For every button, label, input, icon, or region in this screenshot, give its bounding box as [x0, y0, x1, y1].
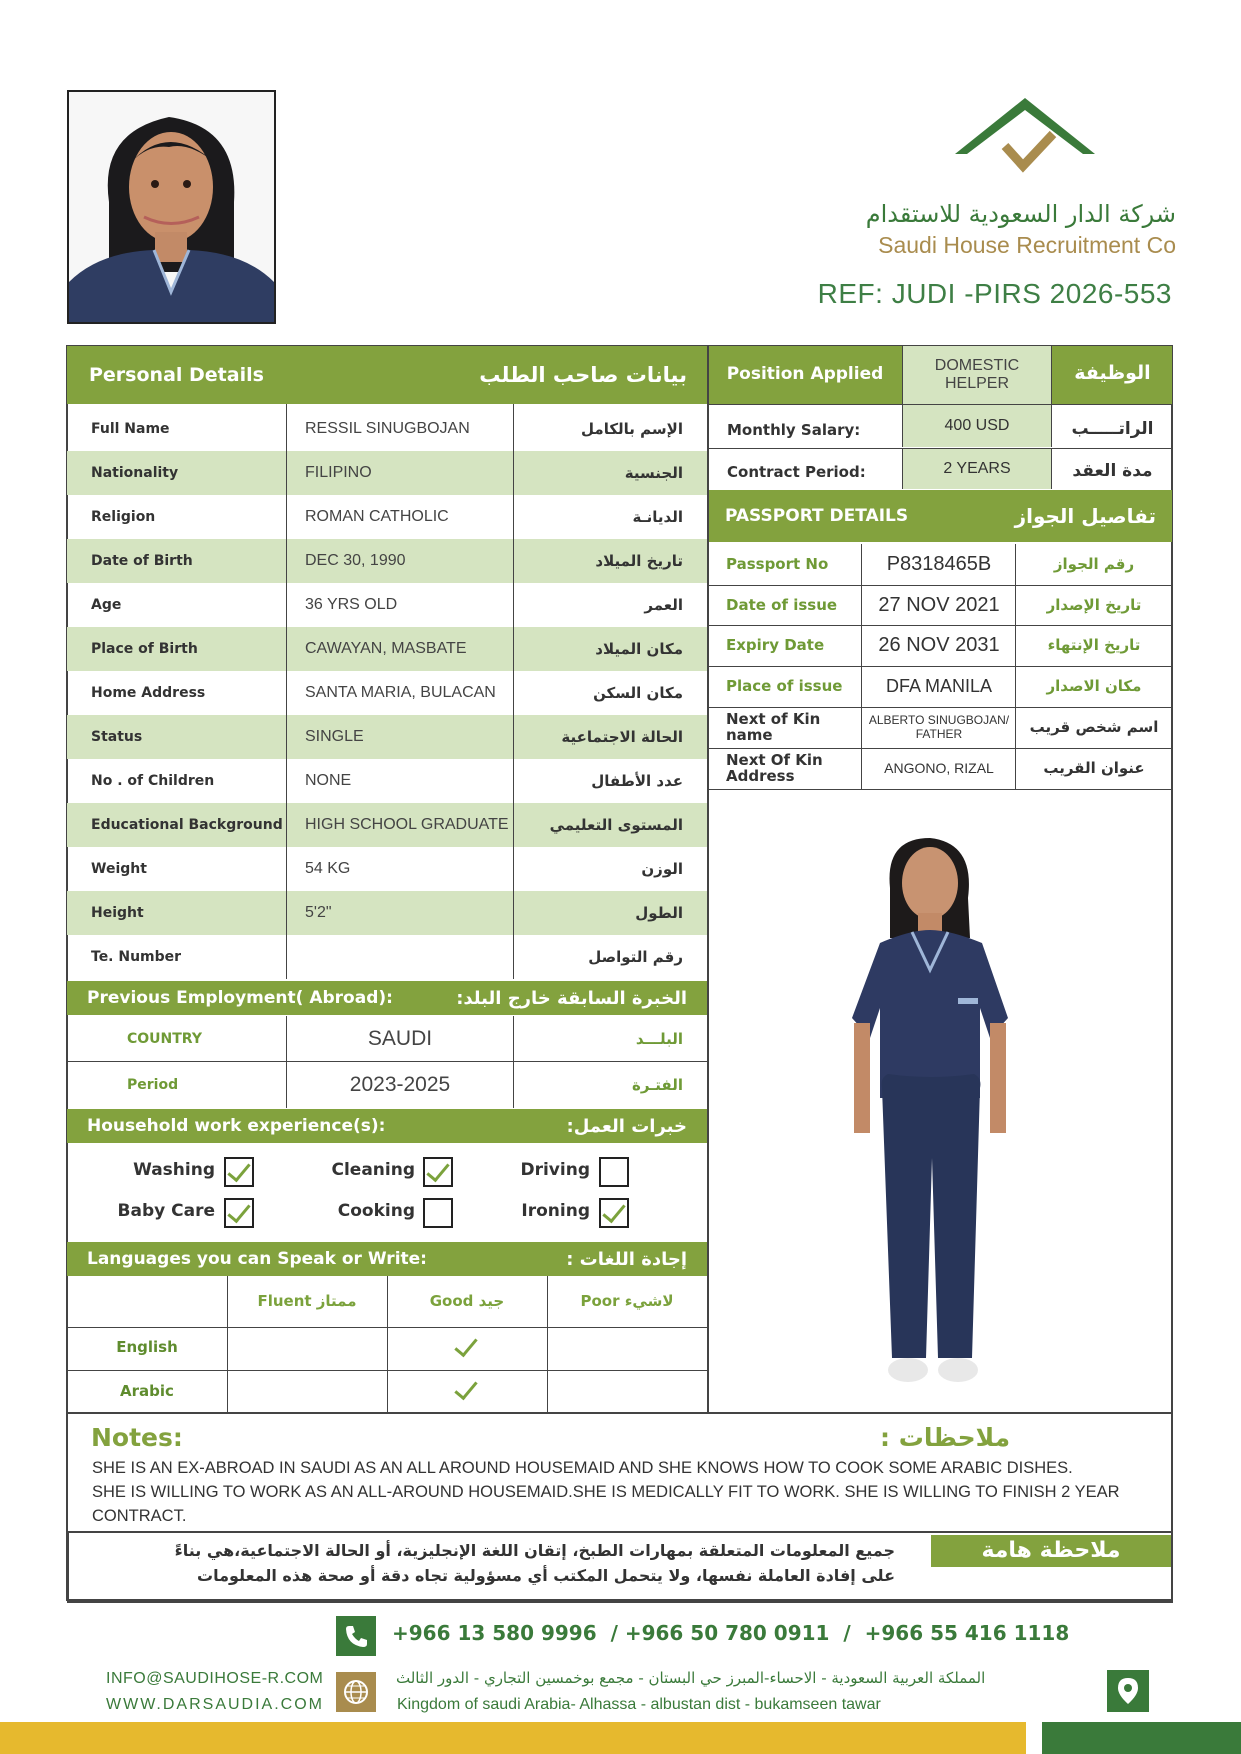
label: COUNTRY: [127, 1031, 202, 1047]
check-icon: [602, 1199, 625, 1224]
language-english: English: [116, 1338, 178, 1356]
label: Nationality: [91, 465, 179, 481]
value: NONE: [305, 772, 352, 789]
divider: [861, 544, 862, 790]
notes-title: Notes:: [91, 1423, 183, 1452]
languages-title-ar: إجادة اللغات :: [566, 1248, 687, 1270]
divider: [547, 1276, 548, 1413]
contract-label: Contract Period:: [727, 463, 866, 481]
driving-label: Driving: [520, 1160, 590, 1180]
good-header: Good جيد: [429, 1292, 505, 1310]
previous-employment-title-ar: الخبرة السابقة خارج البلد:: [456, 987, 687, 1009]
household-header: [67, 1109, 707, 1143]
label-ar: الحالة الاجتماعية: [561, 728, 683, 746]
phone-glyph: [343, 1623, 369, 1649]
label-ar: الفتـرة: [631, 1076, 683, 1094]
divider: [286, 1016, 287, 1108]
label-ar: عنوان القريب: [1043, 759, 1145, 777]
globe-icon: [336, 1672, 376, 1712]
label-ar: الجنسية: [624, 464, 683, 482]
previous-employment-header: [67, 981, 707, 1015]
row-expiry-date: [708, 625, 1172, 665]
label: No . of Children: [91, 773, 215, 789]
cooking-label: Cooking: [337, 1201, 415, 1221]
fluent-header: Fluent ممتاز: [257, 1292, 357, 1310]
divider: [1015, 544, 1016, 790]
row-education: [67, 803, 707, 847]
row-height: [67, 891, 707, 935]
email-link[interactable]: INFO@SAUDIHOSE-R.COM: [106, 1670, 324, 1687]
phone-numbers[interactable]: +966 13 580 9996 / +966 50 780 0911 / +966 55 416 1118: [392, 1621, 1070, 1645]
check-icon: [227, 1158, 250, 1183]
value: DFA MANILA: [885, 675, 993, 696]
address-arabic: المملكة العربية السعودية - الاحساء-المبرز حي البستان - مجمع بوخمسين التجاري - الدور الثالث: [396, 1669, 986, 1687]
label-ar: مكان الاصدار: [1046, 677, 1142, 695]
row-date-of-birth: [67, 539, 707, 583]
notes-line-2: SHE IS WILLING TO WORK AS AN ALL-AROUND HOUSEMAID.SHE IS MEDICALLY FIT TO WORK. SHE IS WILLING TO FINISH 2 YEAR CONTRACT.: [92, 1483, 1120, 1525]
row-kin-name: [708, 707, 1172, 747]
row-passport-no: [708, 544, 1172, 584]
value: ROMAN CATHOLIC: [305, 508, 449, 525]
label: Te. Number: [91, 949, 182, 965]
value: SANTA MARIA, BULACAN: [305, 684, 496, 701]
row-period: [67, 1063, 707, 1107]
label: Height: [91, 905, 144, 921]
portrait-illustration: [69, 92, 274, 322]
row-age: [67, 583, 707, 627]
label: Period: [127, 1077, 179, 1093]
value: 26 NOV 2031: [878, 633, 1000, 656]
salary-label: Monthly Salary:: [727, 421, 861, 439]
ironing-checkbox[interactable]: [599, 1198, 629, 1228]
address-english: Kingdom of saudi Arabia- Alhassa - albustan dist - bukamseen tawar: [397, 1696, 881, 1713]
position-label-ar: الوظيفة: [1074, 362, 1151, 384]
globe-glyph: [342, 1678, 370, 1706]
divider: [387, 1276, 388, 1413]
label: Next of Kin name: [726, 710, 821, 744]
row-place-of-issue: [708, 666, 1172, 706]
previous-employment-title: Previous Employment( Abroad):: [87, 988, 393, 1008]
value: 54 KG: [305, 860, 351, 877]
important-line-2: على إفادة العاملة نفسها، ولا يتحمل المكتب أي مسؤولية تجاه دقة أو صحة هذه المعلومات: [197, 1566, 895, 1585]
languages-header: [67, 1242, 707, 1276]
label-ar: رقم الجواز: [1053, 555, 1135, 573]
divider: [513, 1016, 514, 1108]
divider: [67, 1412, 1173, 1414]
passport-title-ar: تفاصيل الجواز: [1014, 504, 1156, 528]
footer-green-bar: [1042, 1722, 1241, 1754]
label: Educational Background: [91, 817, 283, 833]
personal-details-title: Personal Details: [89, 364, 264, 386]
position-value: DOMESTIC HELPER: [902, 346, 1052, 404]
label: Full Name: [91, 421, 170, 437]
company-name-arabic: شركة الدار السعودية للاستقدام: [865, 200, 1176, 228]
label-ar: العمر: [644, 596, 683, 614]
household-title-ar: خبرات العمل:: [566, 1115, 687, 1137]
label: Age: [91, 597, 122, 613]
cleaning-checkbox[interactable]: [423, 1157, 453, 1187]
divider: [67, 1061, 707, 1062]
cleaning-label: Cleaning: [331, 1160, 415, 1180]
row-nationality: [67, 451, 707, 495]
label-ar: مكان السكن: [593, 684, 683, 702]
check-icon: [227, 1199, 250, 1224]
value: CAWAYAN, MASBATE: [305, 640, 467, 657]
value: ANGONO, RIZAL: [884, 760, 994, 776]
divider: [286, 404, 287, 979]
phone-icon: [336, 1616, 376, 1656]
applicant-portrait-photo: [67, 90, 276, 324]
label: Weight: [91, 861, 147, 877]
company-logo-icon: [955, 96, 1095, 180]
value: 36 YRS OLD: [305, 596, 398, 613]
label: Date of Birth: [91, 553, 193, 569]
row-place-of-birth: [67, 627, 707, 671]
passport-header: [709, 490, 1172, 542]
label: Next Of Kin Address: [726, 751, 823, 785]
row-status: [67, 715, 707, 759]
row-home-address: [67, 671, 707, 715]
location-pin-glyph: [1117, 1677, 1139, 1705]
important-title: ملاحظة هامة: [931, 1535, 1171, 1567]
contract-value: 2 YEARS: [902, 449, 1052, 489]
label: Religion: [91, 509, 156, 525]
personal-details-title-ar: بيانات صاحب الطلب: [479, 363, 687, 387]
row-phone: [67, 935, 707, 979]
label: Place of Birth: [91, 641, 198, 657]
label: Passport No: [726, 555, 829, 573]
cooking-checkbox[interactable]: [423, 1198, 453, 1228]
passport-title: PASSPORT DETAILS: [725, 506, 909, 526]
row-full-name: [67, 407, 707, 451]
label-ar: تاريخ الميلاد: [595, 552, 683, 570]
label: Place of issue: [726, 677, 843, 695]
salary-label-ar: الراتـــــب: [1071, 419, 1154, 439]
important-line-1: جميع المعلومات المتعلقة بمهارات الطبخ، إتقان اللغة الإنجليزية، أو الحالة الاجتماعية،هي بناءً: [174, 1541, 895, 1560]
label-ar: تاريخ الإصدار: [1046, 596, 1142, 614]
value: 27 NOV 2021: [878, 593, 1000, 616]
personal-details-header: [67, 346, 707, 404]
notes-title-ar: ملاحظات :: [880, 1423, 1011, 1452]
label: Home Address: [91, 685, 206, 701]
divider: [513, 404, 514, 979]
row-kin-address: [708, 748, 1172, 788]
ironing-label: Ironing: [521, 1201, 590, 1221]
label-ar: المستوى التعليمي: [549, 816, 683, 834]
value: P8318465B: [886, 552, 992, 575]
location-icon: [1107, 1670, 1149, 1712]
value: ALBERTO SINUGBOJAN/ FATHER: [868, 713, 1010, 741]
position-label: Position Applied: [726, 364, 884, 384]
row-date-of-issue: [708, 585, 1172, 625]
divider: [709, 789, 1172, 790]
label-ar: تاريخ الإنتهاء: [1047, 636, 1141, 654]
reference-number: REF: JUDI -PIRS 2026-553: [817, 278, 1172, 309]
label-ar: عدد الأطفال: [591, 772, 683, 790]
washing-label: Washing: [133, 1160, 215, 1180]
label: Expiry Date: [726, 636, 825, 654]
value: FILIPINO: [305, 464, 372, 481]
value: 5'2": [305, 904, 332, 921]
washing-checkbox[interactable]: [224, 1157, 254, 1187]
salary-value: 400 USD: [902, 405, 1052, 447]
row-weight: [67, 847, 707, 891]
label-ar: رقم التواصل: [588, 948, 683, 966]
languages-title: Languages you can Speak or Write:: [87, 1249, 427, 1269]
label-ar: الإسم بالكامل: [581, 420, 683, 438]
label-ar: الطول: [635, 904, 683, 922]
value: SINGLE: [305, 728, 364, 745]
label: Date of issue: [726, 596, 838, 614]
label-ar: مكان الميلاد: [595, 640, 683, 658]
poor-header: Poor لاشيء: [580, 1292, 674, 1310]
label-ar: الوزن: [641, 860, 683, 878]
applicant-full-body-photo: [820, 838, 1040, 1393]
baby-care-checkbox[interactable]: [224, 1198, 254, 1228]
value: RESSIL SINUGBOJAN: [305, 420, 470, 437]
driving-checkbox[interactable]: [599, 1157, 629, 1187]
label-ar: الديانـة: [632, 508, 683, 526]
footer-yellow-bar: [0, 1722, 1026, 1754]
label-ar: البلـــد: [635, 1030, 683, 1048]
row-religion: [67, 495, 707, 539]
language-arabic: Arabic: [120, 1382, 174, 1400]
divider: [227, 1276, 228, 1413]
contract-label-ar: مدة العقد: [1072, 461, 1153, 481]
row-country: [67, 1017, 707, 1061]
value: 2023-2025: [349, 1073, 451, 1096]
notes-line-1: SHE IS AN EX-ABROAD IN SAUDI AS AN ALL AROUND HOUSEMAID AND SHE KNOWS HOW TO COOK SOME ARABIC DISHES.: [92, 1459, 1073, 1477]
value: DEC 30, 1990: [305, 552, 406, 569]
check-icon: [426, 1158, 449, 1183]
household-title: Household work experience(s):: [87, 1116, 386, 1136]
baby-care-label: Baby Care: [117, 1201, 215, 1221]
label-ar: اسم شخص قريب: [1029, 718, 1159, 736]
full-body-illustration: [820, 838, 1040, 1393]
value: SAUDI: [367, 1027, 433, 1050]
row-children: [67, 759, 707, 803]
company-name-english: Saudi House Recruitment Co: [878, 232, 1176, 258]
label: Status: [91, 729, 143, 745]
website-link[interactable]: WWW.DARSAUDIA.COM: [106, 1696, 324, 1713]
value: HIGH SCHOOL GRADUATE: [305, 816, 509, 833]
